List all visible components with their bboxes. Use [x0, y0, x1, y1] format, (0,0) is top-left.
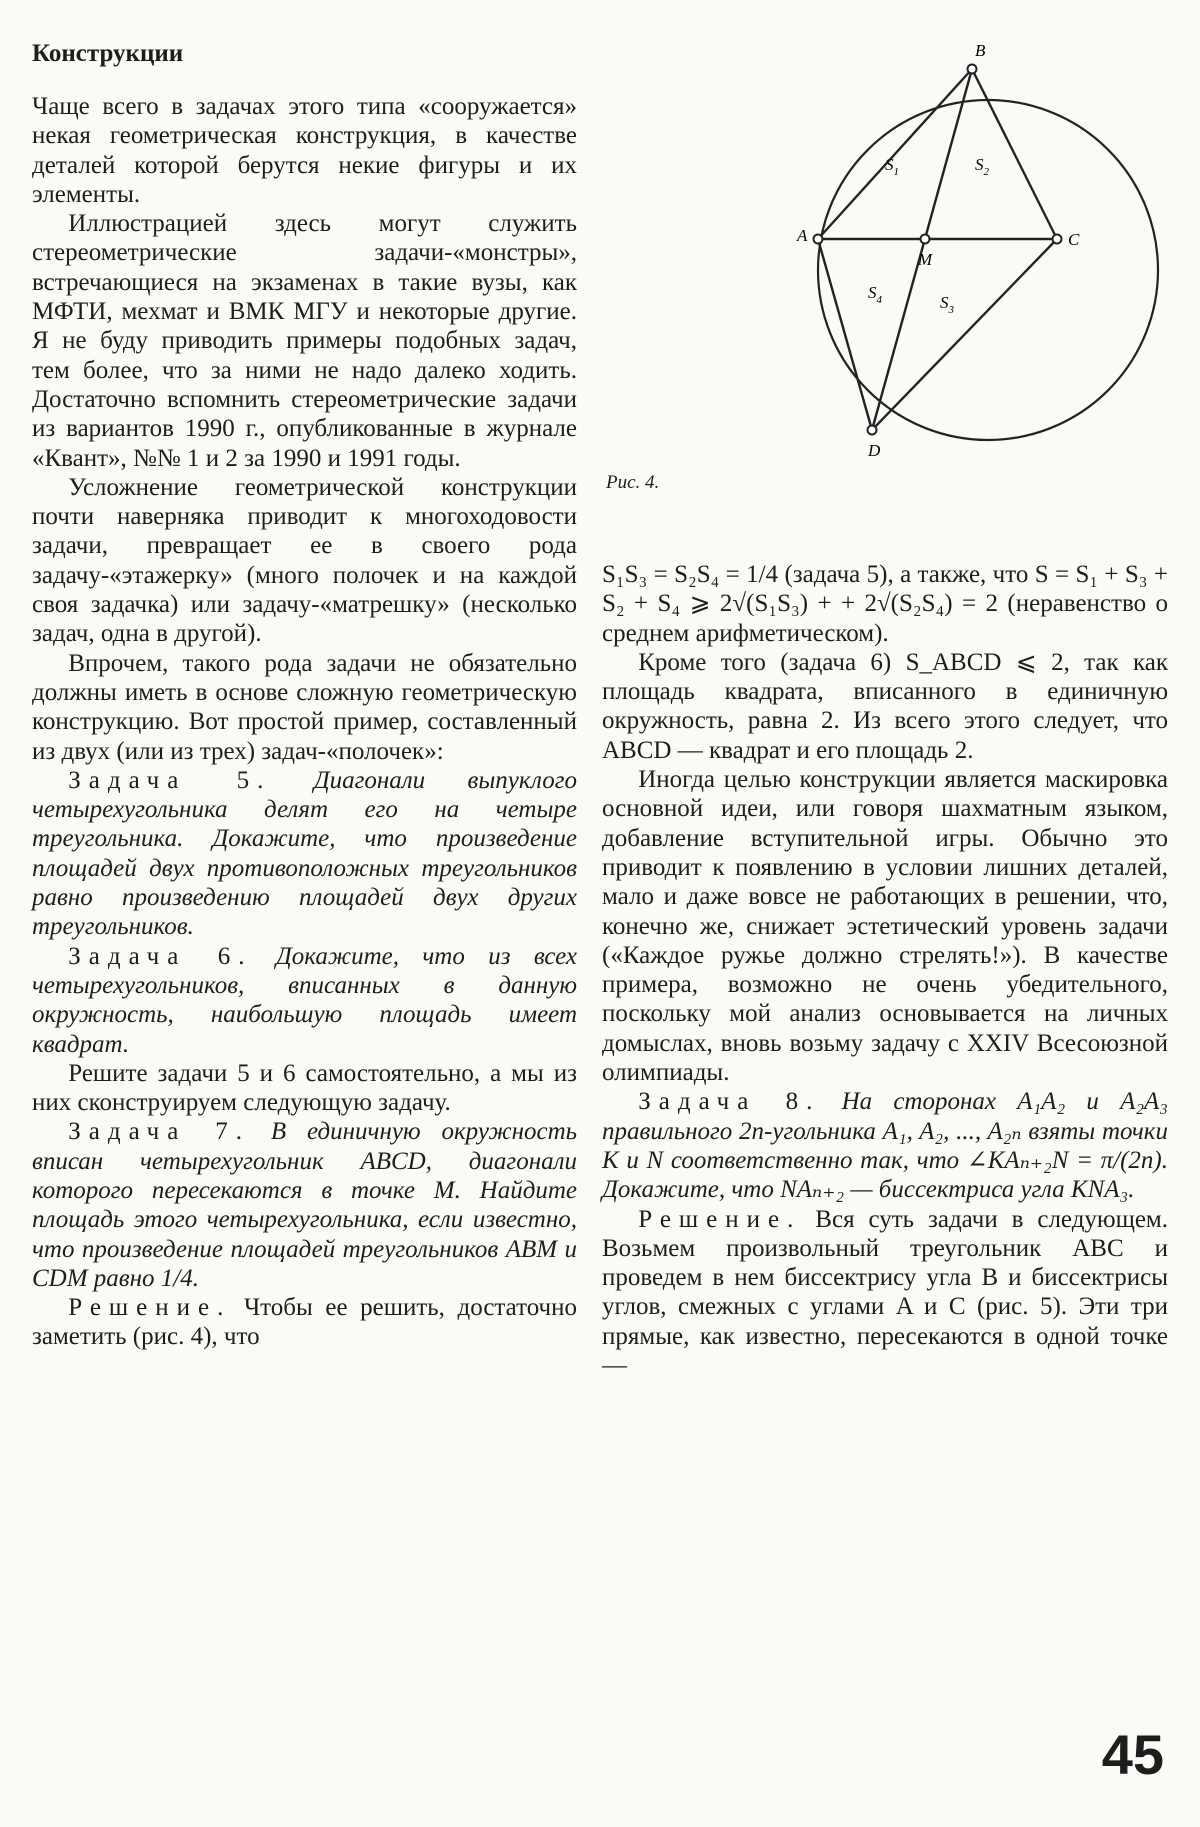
circle — [818, 100, 1158, 440]
paragraph: Решите задачи 5 и 6 самостоятельно, а мы из них сконструируем следующую задачу. — [32, 1059, 577, 1117]
task-label: Задача 5. — [68, 766, 272, 794]
section-heading: Конструкции — [32, 40, 184, 67]
point-c — [1053, 235, 1062, 244]
solution-text: Чтобы ее решить, достаточно заметить (рис. 4), что — [32, 1294, 577, 1351]
paragraph: Кроме того (задача 6) S_ABCD ⩽ 2, так как площадь квадрата, вписанного в единичную окружность, равна 2. Из всего этого следует, что ABCD — квадрат и его площадь 2. — [602, 648, 1168, 764]
task-label: Задача 6. — [68, 942, 253, 970]
solution-label: Решение. — [638, 1205, 802, 1233]
circle-quadrilateral-diagram — [600, 38, 1160, 468]
task-8 — [602, 1087, 1168, 1204]
side-cd — [872, 239, 1057, 430]
task-label: Задача 7. — [68, 1118, 250, 1146]
task-text: На сторонах A₁A₂ и A₂A₃ правильного 2n-угольника A₁, A₂, ..., A₂ₙ взяты точки K и N соответственно так, что ∠KAₙ₊₂N = π/(2n). Докажите, что NAₙ₊₂ — биссектриса угла KNA₃. — [602, 1088, 1169, 1204]
area-s3: $S_3$ — [940, 293, 954, 316]
label-m: M — [918, 250, 933, 269]
area-s4: $S_4$ — [868, 283, 882, 306]
label-d: D — [868, 441, 881, 460]
area-s1: $S_1$ — [885, 155, 899, 178]
task-text: Докажите, что из всех четырехугольников, вписанных в данную окружность, наибольшую площадь имеет квадрат. — [32, 942, 577, 1058]
side-bc — [972, 69, 1057, 239]
solution-label: Решение. — [68, 1294, 232, 1322]
side-da — [818, 239, 872, 430]
label-a: A — [797, 226, 808, 245]
solution — [602, 1205, 1168, 1381]
task-text: Диагонали выпуклого четырехугольника делят его на четыре треугольника. Докажите, что произведение площадей двух противоположных треугольников равно произведению площадей двух других треугольников. — [32, 766, 577, 941]
task-7 — [32, 1117, 577, 1293]
task-6 — [32, 942, 577, 1059]
point-a — [814, 235, 823, 244]
paragraph: S₁S₃ = S₂S₄ = 1/4 (задача 5), а также, что S = S₁ + S₃ + S₂ + S₄ ⩾ 2√(S₁S₃) + + 2√(S₂S₄) = 2 (неравенство о среднем арифметическом). — [602, 561, 1168, 647]
label-c: C — [1068, 230, 1080, 249]
point-d — [868, 426, 877, 435]
figure-caption: Рис. 4. — [606, 472, 660, 493]
point-b — [968, 65, 977, 74]
area-s2: $S_2$ — [975, 155, 989, 178]
point-m — [921, 235, 930, 244]
left-column — [32, 40, 577, 1352]
paragraph: Иногда целью конструкции является маскировка основной идеи, или говоря шахматным языком, добавление вступительной игры. Обычно это приводит к появлению в условии лишних деталей, мало и даже вовсе не работающих в решении, что, конечно же, снижает эстетический уровень задачи («Каждое ружье должно стрелять!»). В качестве примера, возможно не очень убедительного, поскольку мой анализ основывается на личных домыслах, вновь возьму задачу с XXIV Всесоюзной олимпиады. — [602, 766, 1168, 1087]
paragraph: Чаще всего в задачах этого типа «сооружается» некая геометрическая конструкция, в качестве деталей которой берутся некие фигуры и их элементы. — [32, 93, 577, 208]
paragraph: Иллюстрацией здесь могут служить стереометрические задачи-«монстры», встречающиеся на экзаменах в такие вузы, как МФТИ, мехмат и ВМК МГУ и некоторые другие. Я не буду приводить примеры подобных задач, тем более, что за ними не надо далеко ходить. Достаточно вспомнить стереометрические задачи из вариантов 1990 г., опубликованные в журнале «Квант», №№ 1 и 2 за 1990 и 1991 годы. — [32, 210, 577, 472]
right-column — [602, 560, 1168, 1380]
task-text: В единичную окружность вписан четырехугольник ABCD, диагонали которого пересекаются в точке M. Найдите площадь этого четырехугольника, если известно, что произведение площадей треугольников ABM и CDM равно 1/4. — [32, 1118, 578, 1292]
task-label: Задача 8. — [638, 1088, 821, 1116]
solution-text: Вся суть задачи в следующем. Возьмем произвольный треугольник ABC и проведем в нем биссектрису угла B и биссектрисы углов, смежных с углами A и C (рис. 5). Эти три прямые, как известно, пересекаются в одной точке — — [602, 1205, 1169, 1380]
solution — [32, 1293, 577, 1352]
page-number: 45 — [1101, 1723, 1164, 1786]
task-5 — [32, 766, 577, 942]
figure-4 — [600, 38, 1160, 558]
label-b: B — [975, 41, 986, 60]
paragraph: Впрочем, такого рода задачи не обязательно должны иметь в основе сложную геометрическую конструкцию. Вот простой пример, составленный из двух (или из трех) задач-«полочек»: — [32, 649, 577, 765]
paragraph: Усложнение геометрической конструкции почти наверняка приводит к многоходовости задачи, превращает ее в своего рода задачу-«этажерку» (много полочек и на каждой своя задачка) или задачу-«матрешку» (несколько задач, одна в другой). — [32, 473, 577, 648]
